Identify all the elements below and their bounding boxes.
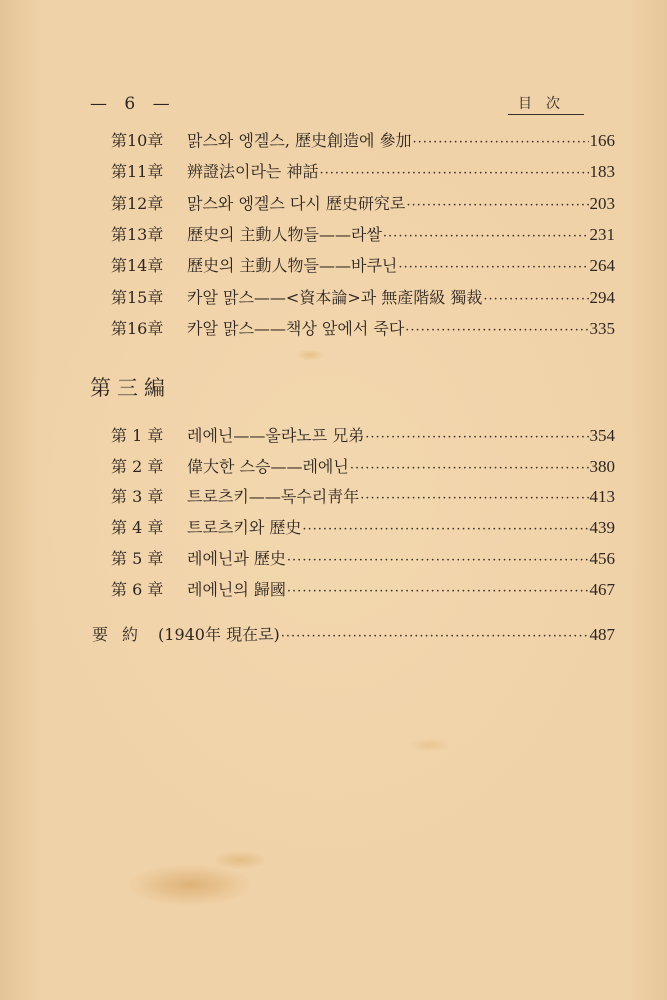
running-head: 目次 [508,93,584,115]
entry-title: 歷史의 主動人物들——라쌀 [187,224,382,244]
entry-page: 487 [589,625,615,644]
entry-number: 第10章 [111,131,164,150]
entry-number: 第 5 章 [111,548,164,568]
entry-number: 第 3 章 [111,487,164,507]
entry-title: 레에닌과 歷史 [187,548,286,568]
entry-title: 카알 맑스——책상 앞에서 죽다 [187,318,405,338]
entry-page: 231 [589,224,615,244]
toc-entry[interactable] [111,222,615,246]
entry-number: 第12章 [111,193,164,213]
dot-leader [287,553,589,568]
entry-number: 第14章 [111,256,164,276]
dot-leader [360,491,588,506]
toc-entry[interactable] [111,577,615,601]
entry-title: 레에닌의 歸國 [187,579,286,599]
entry-title: 트로츠키——독수리靑年 [187,487,360,507]
page-number: — 6 — [90,94,176,114]
toc-entry[interactable] [111,423,615,447]
entry-title: 偉大한 스승——레에닌 [187,456,349,476]
entry-page: 294 [589,287,615,307]
entry-page: 380 [589,456,615,476]
dot-leader [398,260,588,275]
toc-entry[interactable] [111,454,615,478]
toc-entry[interactable] [111,191,615,215]
entry-title: 맑스와 엥겔스 다시 歷史研究로 [187,193,406,213]
entry-title: 카알 맑스——<資本論>과 無產階級 獨裁 [187,287,483,307]
entry-number: 第 1 章 [111,426,164,445]
entry-page: 467 [589,579,615,599]
entry-number: 第16章 [111,318,164,338]
toc-entry[interactable] [111,285,615,309]
part-title: 第三編 [90,376,171,400]
entry-title: 레에닌——울랴노프 兄弟 [187,426,365,445]
entry-title: 트로츠키와 歷史 [187,518,302,538]
dot-leader [365,430,588,445]
toc-entry[interactable] [111,128,615,152]
dot-leader [406,198,588,213]
dot-leader [287,584,589,599]
dot-leader [319,166,588,181]
entry-number: 第 4 章 [111,518,164,538]
entry-page: 166 [589,131,615,150]
entry-number: 第13章 [111,224,164,244]
entry-page: 413 [589,487,615,507]
dot-leader [405,323,588,338]
entry-page: 335 [589,318,615,338]
entry-page: 439 [589,518,615,538]
dot-leader [281,629,589,644]
entry-number: 第15章 [111,287,164,307]
entry-page: 456 [589,548,615,568]
dot-leader [483,292,588,307]
entry-title: 辨證法이라는 神話 [187,162,319,182]
toc-entry[interactable] [111,484,615,508]
dot-leader [383,229,589,244]
entry-number: 第11章 [111,162,164,182]
dot-leader [413,135,589,150]
entry-title: 맑스와 엥겔스, 歷史創造에 參加 [187,131,412,150]
entry-title: 歷史의 主動人物들——바쿠닌 [187,256,398,276]
toc-entry[interactable] [111,546,615,570]
entry-title: (1940年 現在로) [158,625,280,644]
entry-number: 第 2 章 [111,456,164,476]
toc-entry[interactable] [111,316,615,340]
dot-leader [302,522,588,537]
entry-page: 203 [589,193,615,213]
entry-number: 第 6 章 [111,579,164,599]
entry-page: 354 [589,426,615,445]
toc-entry[interactable] [111,515,615,539]
dot-leader [350,461,589,476]
entry-page: 264 [589,256,615,276]
toc-entry[interactable] [111,253,615,277]
entry-number: 要約 [92,625,153,644]
toc-entry-summary[interactable] [92,622,615,646]
entry-page: 183 [589,162,615,182]
toc-entry[interactable] [111,159,615,183]
